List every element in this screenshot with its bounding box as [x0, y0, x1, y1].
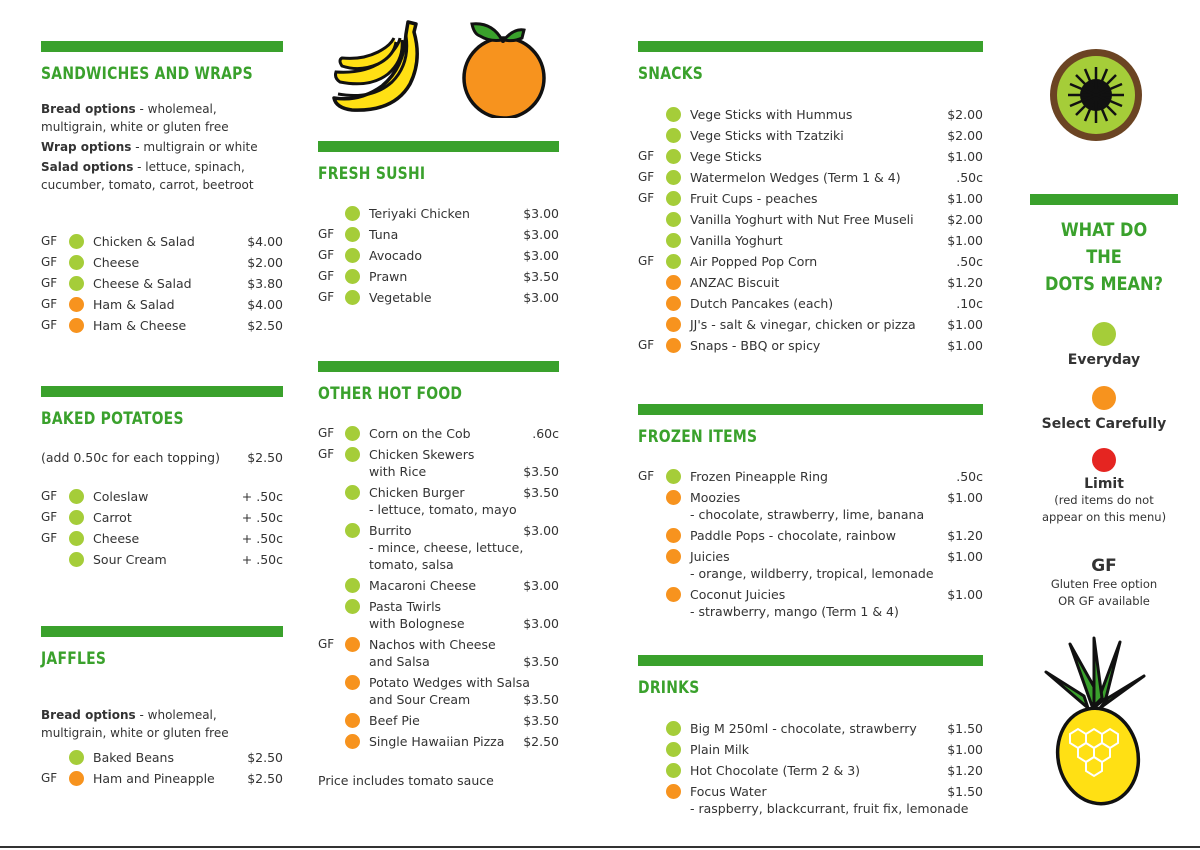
- section-bar: [41, 386, 283, 397]
- item-name: Corn on the Cob: [369, 426, 471, 441]
- menu-item: [638, 741, 983, 762]
- section-bar: [41, 626, 283, 637]
- green-dot-icon: [345, 485, 360, 500]
- kiwi-icon: [1048, 47, 1144, 143]
- item-name: Vanilla Yoghurt with Nut Free Museli: [690, 212, 914, 227]
- red-dot-icon: [1092, 448, 1116, 472]
- item-price: $1.00: [947, 149, 983, 164]
- item-price: $1.00: [947, 233, 983, 248]
- item-name: Juicies: [690, 549, 730, 564]
- gf-marker: GF: [41, 531, 58, 545]
- menu-item: [318, 205, 559, 226]
- item-name: Focus Water: [690, 784, 767, 799]
- menu-item: [638, 548, 983, 583]
- item-name: Ham & Cheese: [93, 318, 187, 333]
- menu-item: [318, 226, 559, 247]
- item-name: Avocado: [369, 248, 422, 263]
- menu-item: [318, 484, 559, 518]
- menu-item: [318, 712, 559, 733]
- green-dot-icon: [345, 248, 360, 263]
- menu-item: [318, 577, 559, 598]
- menu-item: [638, 169, 983, 190]
- item-price: $1.00: [947, 338, 983, 353]
- item-name: Macaroni Cheese: [369, 578, 477, 593]
- item-detail: - mince, cheese, lettuce,: [369, 540, 524, 555]
- item-price: $4.00: [247, 297, 283, 312]
- green-dot-icon: [345, 523, 360, 538]
- legend-note: (red items do not: [1054, 493, 1154, 507]
- options-info: [41, 100, 283, 194]
- green-dot-icon: [69, 255, 84, 270]
- gf-marker: GF: [638, 191, 655, 205]
- item-price: .60c: [532, 426, 559, 441]
- menu-item: [41, 770, 283, 791]
- menu-item: [318, 446, 559, 480]
- item-name: Teriyaki Chicken: [369, 206, 470, 221]
- item-price: $2.50: [247, 318, 283, 333]
- menu-item: [638, 232, 983, 253]
- item-name: JJ's - salt & vinegar, chicken or pizza: [690, 317, 916, 332]
- item-price: $2.00: [947, 107, 983, 122]
- item-price: .10c: [956, 296, 983, 311]
- green-dot-icon: [69, 531, 84, 546]
- item-detail: with Bolognese: [369, 616, 465, 631]
- legend-note: Gluten Free option: [1050, 577, 1158, 591]
- item-name: Big M 250ml - chocolate, strawberry: [690, 721, 917, 736]
- green-dot-icon: [666, 233, 681, 248]
- item-price: $3.00: [523, 227, 559, 242]
- section-heading: BAKED POTATOES: [41, 409, 184, 429]
- item-price: $2.00: [247, 255, 283, 270]
- item-price: $1.00: [947, 549, 983, 564]
- menu-item: [638, 106, 983, 127]
- salad-label: Salad options: [41, 160, 134, 174]
- section-heading: FRESH SUSHI: [318, 164, 426, 184]
- item-name: Cheese & Salad: [93, 276, 192, 291]
- section-fresh-sushi: [318, 141, 559, 305]
- item-name: Hot Chocolate (Term 2 & 3): [690, 763, 861, 778]
- item-name: Watermelon Wedges (Term 1 & 4): [690, 170, 901, 185]
- item-price: $1.00: [947, 742, 983, 757]
- gf-marker: GF: [41, 510, 58, 524]
- item-price: $1.50: [947, 721, 983, 736]
- orange-dot-icon: [69, 297, 84, 312]
- section-snacks: [638, 41, 983, 353]
- gf-marker: GF: [318, 637, 335, 651]
- orange-dot-icon: [666, 275, 681, 290]
- menu-item: [41, 749, 283, 770]
- item-price: $4.00: [247, 234, 283, 249]
- green-dot-icon: [666, 254, 681, 269]
- green-dot-icon: [666, 212, 681, 227]
- green-dot-icon: [345, 599, 360, 614]
- gf-marker: GF: [318, 426, 335, 440]
- item-name: Coconut Juicies: [690, 587, 786, 602]
- section-bar: [41, 41, 283, 52]
- menu-item: [638, 127, 983, 148]
- item-price: + .50c: [241, 510, 283, 525]
- item-price: $3.00: [523, 616, 559, 631]
- section-drinks: [638, 655, 983, 816]
- item-name: Baked Beans: [93, 750, 174, 765]
- item-price: $3.50: [523, 464, 559, 479]
- item-name: Cheese: [93, 531, 140, 546]
- gf-marker: GF: [41, 255, 58, 269]
- item-price: $1.50: [947, 784, 983, 799]
- gf-marker: GF: [41, 318, 58, 332]
- menu-item: [41, 296, 283, 317]
- item-name: Carrot: [93, 510, 132, 525]
- item-name: Paddle Pops - chocolate, rainbow: [690, 528, 896, 543]
- gf-marker: GF: [318, 447, 335, 461]
- section-heading: OTHER HOT FOOD: [318, 384, 463, 404]
- item-price: $3.80: [247, 276, 283, 291]
- green-dot-icon: [666, 469, 681, 484]
- gf-marker: GF: [638, 170, 655, 184]
- item-price: $3.00: [523, 248, 559, 263]
- legend-title-line2: DOTS MEAN?: [1045, 273, 1163, 295]
- gf-marker: GF: [638, 469, 655, 483]
- item-name: Ham & Salad: [93, 297, 175, 312]
- orange-dot-icon: [666, 338, 681, 353]
- item-name: Vege Sticks with Tzatziki: [690, 128, 844, 143]
- item-price: $3.50: [523, 485, 559, 500]
- bread-text: - wholemeal, multigrain, white or gluten free: [41, 708, 229, 740]
- green-dot-icon: [345, 290, 360, 305]
- orange-dot-icon: [666, 490, 681, 505]
- menu-item: [638, 489, 983, 524]
- item-detail: and Salsa: [369, 654, 430, 669]
- menu-item: [41, 509, 283, 530]
- gf-marker: GF: [638, 254, 655, 268]
- gf-marker: GF: [318, 290, 335, 304]
- section-bar: [638, 655, 983, 666]
- menu-item: [638, 148, 983, 169]
- menu-item: [638, 783, 983, 818]
- orange-dot-icon: [666, 528, 681, 543]
- section-jaffles: [41, 626, 283, 786]
- green-dot-icon: [1092, 322, 1116, 346]
- orange-dot-icon: [1092, 386, 1116, 410]
- section-heading: FROZEN ITEMS: [638, 427, 758, 447]
- pineapple-icon: [1040, 636, 1150, 808]
- item-name: Sour Cream: [93, 552, 167, 567]
- green-dot-icon: [69, 276, 84, 291]
- orange-dot-icon: [345, 675, 360, 690]
- green-dot-icon: [666, 170, 681, 185]
- section-bar: [318, 141, 559, 152]
- legend-note: OR GF available: [1058, 594, 1150, 608]
- item-price: $2.00: [947, 128, 983, 143]
- green-dot-icon: [666, 107, 681, 122]
- item-price: + .50c: [241, 531, 283, 546]
- section-baked-potatoes: [41, 386, 283, 567]
- item-name: ANZAC Biscuit: [690, 275, 780, 290]
- item-detail: tomato, salsa: [369, 557, 454, 572]
- item-name: Moozies: [690, 490, 741, 505]
- item-name: Chicken Burger: [369, 485, 465, 500]
- section-heading: DRINKS: [638, 678, 700, 698]
- item-price: + .50c: [241, 489, 283, 504]
- item-name: Burrito: [369, 523, 412, 538]
- section-heading: SNACKS: [638, 64, 704, 84]
- item-name: Pasta Twirls: [369, 599, 442, 614]
- item-price: $2.00: [947, 212, 983, 227]
- menu-item: [638, 527, 983, 548]
- item-price: $1.00: [947, 191, 983, 206]
- item-detail: - chocolate, strawberry, lime, banana: [690, 507, 925, 522]
- item-name: Prawn: [369, 269, 408, 284]
- menu-item: [41, 530, 283, 551]
- green-dot-icon: [666, 128, 681, 143]
- section-bar: [318, 361, 559, 372]
- item-detail: with Rice: [369, 464, 427, 479]
- topping-note: [41, 450, 283, 465]
- item-name: Vege Sticks with Hummus: [690, 107, 853, 122]
- green-dot-icon: [666, 742, 681, 757]
- gf-marker: GF: [41, 276, 58, 290]
- item-price: $2.50: [523, 734, 559, 749]
- menu-item: [638, 211, 983, 232]
- green-dot-icon: [666, 191, 681, 206]
- menu-item: [638, 337, 983, 358]
- item-price: .50c: [956, 170, 983, 185]
- legend-label: Select Carefully: [1041, 416, 1167, 432]
- item-price: $3.50: [523, 269, 559, 284]
- menu-item: [638, 274, 983, 295]
- green-dot-icon: [345, 227, 360, 242]
- item-name: Chicken & Salad: [93, 234, 195, 249]
- section-bar: [1030, 194, 1178, 205]
- item-price: .50c: [956, 254, 983, 269]
- menu-item: [318, 636, 559, 670]
- legend-title: [1041, 217, 1167, 298]
- menu-item: [638, 720, 983, 741]
- orange-dot-icon: [666, 317, 681, 332]
- menu-item: [318, 674, 559, 708]
- orange-dot-icon: [345, 637, 360, 652]
- item-price: $2.50: [247, 750, 283, 765]
- section-heading: SANDWICHES AND WRAPS: [41, 64, 253, 84]
- green-dot-icon: [69, 489, 84, 504]
- menu-item: [41, 254, 283, 275]
- menu-item: [638, 586, 983, 621]
- item-name: Snaps - BBQ or spicy: [690, 338, 821, 353]
- gf-marker: GF: [638, 338, 655, 352]
- green-dot-icon: [69, 234, 84, 249]
- item-name: Cheese: [93, 255, 140, 270]
- item-name: Air Popped Pop Corn: [690, 254, 818, 269]
- item-name: Beef Pie: [369, 713, 420, 728]
- legend-gf: [1030, 556, 1178, 610]
- orange-dot-icon: [666, 587, 681, 602]
- item-detail: - raspberry, blackcurrant, fruit fix, lemonade: [690, 801, 969, 816]
- bread-text: - wholemeal, multigrain, white or gluten free: [41, 102, 229, 134]
- legend-label: GF: [1091, 556, 1117, 576]
- gf-marker: GF: [318, 248, 335, 262]
- legend-panel: [1030, 194, 1178, 610]
- item-price: $3.00: [523, 290, 559, 305]
- menu-item: [318, 268, 559, 289]
- item-price: $3.00: [523, 523, 559, 538]
- green-dot-icon: [69, 552, 84, 567]
- item-name: Tuna: [369, 227, 399, 242]
- item-price: $3.00: [523, 206, 559, 221]
- bread-label: Bread options: [41, 102, 136, 116]
- item-name: Frozen Pineapple Ring: [690, 469, 828, 484]
- gf-marker: GF: [638, 149, 655, 163]
- wrap-label: Wrap options: [41, 140, 132, 154]
- menu-item: [638, 316, 983, 337]
- green-dot-icon: [345, 269, 360, 284]
- item-price: $2.50: [247, 771, 283, 786]
- item-price: $1.00: [947, 587, 983, 602]
- orange-dot-icon: [666, 296, 681, 311]
- orange-dot-icon: [666, 549, 681, 564]
- item-detail: - lettuce, tomato, mayo: [369, 502, 517, 517]
- orange-dot-icon: [345, 713, 360, 728]
- gf-marker: GF: [41, 489, 58, 503]
- menu-item: [638, 190, 983, 211]
- item-price: $3.50: [523, 654, 559, 669]
- green-dot-icon: [666, 763, 681, 778]
- item-name: Vege Sticks: [690, 149, 762, 164]
- menu-item: [638, 468, 983, 489]
- options-info: [41, 706, 283, 742]
- item-price: $1.20: [947, 528, 983, 543]
- menu-item: [41, 317, 283, 338]
- menu-item: [41, 275, 283, 296]
- topping-note-text: (add 0.50c for each topping): [41, 450, 220, 465]
- item-name: Single Hawaiian Pizza: [369, 734, 505, 749]
- legend-label: Limit: [1084, 476, 1124, 492]
- menu-item: [318, 598, 559, 632]
- footnote: Price includes tomato sauce: [318, 773, 494, 788]
- green-dot-icon: [69, 750, 84, 765]
- gf-marker: GF: [318, 227, 335, 241]
- item-price: $3.50: [523, 692, 559, 707]
- item-name: Chicken Skewers: [369, 447, 475, 462]
- bottom-rule: [0, 846, 1200, 848]
- menu-item: [318, 733, 559, 754]
- menu-item: [638, 295, 983, 316]
- green-dot-icon: [345, 447, 360, 462]
- legend-select-carefully: [1030, 386, 1178, 432]
- item-name: Fruit Cups - peaches: [690, 191, 818, 206]
- legend-label: Everyday: [1067, 352, 1141, 368]
- green-dot-icon: [666, 149, 681, 164]
- menu-item: [318, 425, 559, 446]
- item-name: Plain Milk: [690, 742, 750, 757]
- gf-marker: GF: [41, 234, 58, 248]
- menu-item: [41, 488, 283, 509]
- item-name: Dutch Pancakes (each): [690, 296, 834, 311]
- orange-icon: [452, 18, 552, 118]
- gf-marker: GF: [318, 269, 335, 283]
- legend-note: appear on this menu): [1041, 510, 1167, 524]
- item-price: $1.20: [947, 275, 983, 290]
- menu-item: [318, 522, 559, 573]
- green-dot-icon: [345, 206, 360, 221]
- menu-item: [41, 551, 283, 572]
- item-detail: and Sour Cream: [369, 692, 471, 707]
- menu-item: [638, 253, 983, 274]
- gf-marker: GF: [41, 297, 58, 311]
- green-dot-icon: [345, 426, 360, 441]
- gf-marker: GF: [41, 771, 58, 785]
- banana-icon: [330, 20, 430, 115]
- salad-text: - lettuce, spinach, cucumber, tomato, carrot, beetroot: [41, 160, 254, 192]
- section-heading: JAFFLES: [41, 649, 107, 669]
- bread-label: Bread options: [41, 708, 136, 722]
- green-dot-icon: [345, 578, 360, 593]
- item-price: $1.20: [947, 763, 983, 778]
- section-other-hot-food: [318, 361, 559, 788]
- item-name: Vanilla Yoghurt: [690, 233, 783, 248]
- orange-dot-icon: [69, 771, 84, 786]
- item-price: $1.00: [947, 317, 983, 332]
- item-price: $3.50: [523, 713, 559, 728]
- item-price: $1.00: [947, 490, 983, 505]
- wrap-text: - multigrain or white: [131, 140, 258, 154]
- green-dot-icon: [666, 721, 681, 736]
- item-detail: - orange, wildberry, tropical, lemonade: [690, 566, 934, 581]
- legend-limit: [1030, 448, 1178, 526]
- item-price: + .50c: [241, 552, 283, 567]
- item-name: Potato Wedges with Salsa: [369, 675, 530, 690]
- orange-dot-icon: [345, 734, 360, 749]
- legend-everyday: [1030, 322, 1178, 368]
- orange-dot-icon: [69, 318, 84, 333]
- legend-title-line1: WHAT DO THE: [1060, 219, 1148, 268]
- item-name: Coleslaw: [93, 489, 149, 504]
- section-bar: [638, 41, 983, 52]
- item-price: $3.00: [523, 578, 559, 593]
- section-bar: [638, 404, 983, 415]
- item-name: Vegetable: [369, 290, 432, 305]
- item-name: Ham and Pineapple: [93, 771, 215, 786]
- item-price: .50c: [956, 469, 983, 484]
- menu-item: [41, 233, 283, 254]
- section-sandwiches: [41, 41, 283, 333]
- topping-note-price: $2.50: [247, 450, 283, 465]
- section-frozen-items: [638, 404, 983, 619]
- item-detail: - strawberry, mango (Term 1 & 4): [690, 604, 899, 619]
- menu-item: [318, 247, 559, 268]
- green-dot-icon: [69, 510, 84, 525]
- menu-item: [638, 762, 983, 783]
- menu-item: [318, 289, 559, 310]
- item-name: Nachos with Cheese: [369, 637, 496, 652]
- orange-dot-icon: [666, 784, 681, 799]
